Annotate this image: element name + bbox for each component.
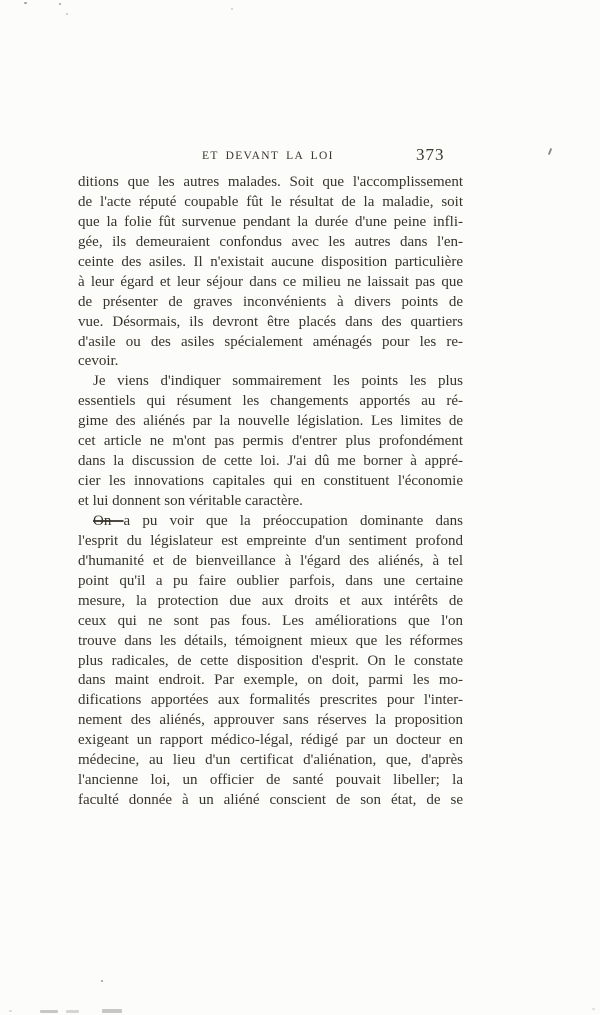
text-line: cier les innovations capitales qui en constituent l'économie	[78, 473, 463, 490]
text-line-paragraph-end: cevoir.	[78, 353, 119, 370]
text-line: trouve dans les détails, témoignent mieux que les réformes	[78, 632, 463, 649]
scan-edge-artifact	[102, 1009, 122, 1013]
text-line: vue. Désormais, ils devront être placés dans des quartiers	[78, 313, 463, 330]
text-line: de présenter de graves inconvénients à divers points de	[78, 293, 463, 310]
scan-stray-mark	[548, 148, 552, 155]
text-line: d'asile ou des asiles spécialement aménagés pour les re-	[78, 333, 463, 350]
scan-speck	[59, 3, 61, 5]
text-line: nement des aliénés, approuver sans réserves la proposition	[78, 712, 463, 729]
text-line: médecine, au lieu d'un certificat d'aliénation, que, d'après	[78, 752, 463, 769]
text-line: cet article ne m'ont pas permis d'entrer plus profondément	[78, 433, 463, 450]
scan-edge-artifact	[40, 1010, 58, 1013]
text-line: ditions que les autres malades. Soit que l'accomplissement	[78, 174, 463, 190]
text-line-rest: a pu voir que la préoccupation dominante dans	[123, 512, 463, 529]
text-line: l'ancienne loi, un officier de santé pouvait libeller; la	[78, 772, 463, 789]
text-line: gée, ils demeuraient confondus avec les autres dans l'en-	[78, 233, 463, 250]
text-line: ceinte des asiles. Il n'existait aucune disposition particulière	[78, 253, 463, 270]
text-line: ceux qui ne sont pas fous. Les améliorations que l'on	[78, 612, 463, 629]
text-line: à leur égard et leur séjour dans ce milieu ne laissait pas que	[78, 273, 463, 290]
text-line: dans la discussion de cette loi. J'ai dû me borner à appré-	[78, 453, 463, 470]
text-line-paragraph-start	[78, 512, 463, 532]
scan-speck	[101, 980, 103, 982]
text-line: difications apportées aux formalités prescrites pour l'inter-	[78, 692, 463, 709]
struck-word: On	[93, 512, 124, 529]
scan-speck	[24, 2, 27, 4]
text-line: de l'acte réputé coupable fût le résultat de la maladie, soit	[78, 193, 463, 210]
scan-edge-artifact	[9, 1010, 12, 1012]
text-line: gime des aliénés par la nouvelle législation. Les limites de	[78, 413, 463, 430]
running-header-title: ET DEVANT LA LOI	[202, 150, 334, 162]
text-line: exigeant un rapport médico-légal, rédigé par un docteur en	[78, 732, 463, 749]
scan-speck	[231, 8, 233, 10]
text-line: mesure, la protection due aux droits et aux intérêts de	[78, 592, 463, 609]
scan-edge-artifact	[592, 1008, 595, 1010]
text-line: point qu'il a pu faire oublier parfois, dans une certaine	[78, 572, 463, 589]
text-line: d'humanité et de bienveillance à l'égard des aliénés, à tel	[78, 552, 463, 569]
text-line: l'esprit du législateur est empreinte d'un sentiment profond	[78, 532, 463, 549]
text-line-paragraph-end: et lui donnent son véritable caractère.	[78, 493, 303, 509]
text-line: plus radicales, de cette disposition d'esprit. On le constate	[78, 652, 463, 669]
text-line: dans maint endroit. Par exemple, on doit, parmi les mo-	[78, 672, 463, 689]
scan-speck	[66, 13, 68, 15]
scan-edge-artifact	[66, 1010, 79, 1013]
text-line-paragraph-start: Je viens d'indiquer sommairement les points les plus	[93, 373, 463, 390]
text-line: que la folie fût survenue pendant la durée d'une peine infli-	[78, 213, 463, 230]
page-number: 373	[416, 145, 445, 164]
text-block	[78, 173, 463, 811]
text-line: faculté donnée à un aliéné conscient de son état, de se	[78, 792, 463, 809]
text-line: essentiels qui résument les changements apportés au ré-	[78, 393, 463, 410]
